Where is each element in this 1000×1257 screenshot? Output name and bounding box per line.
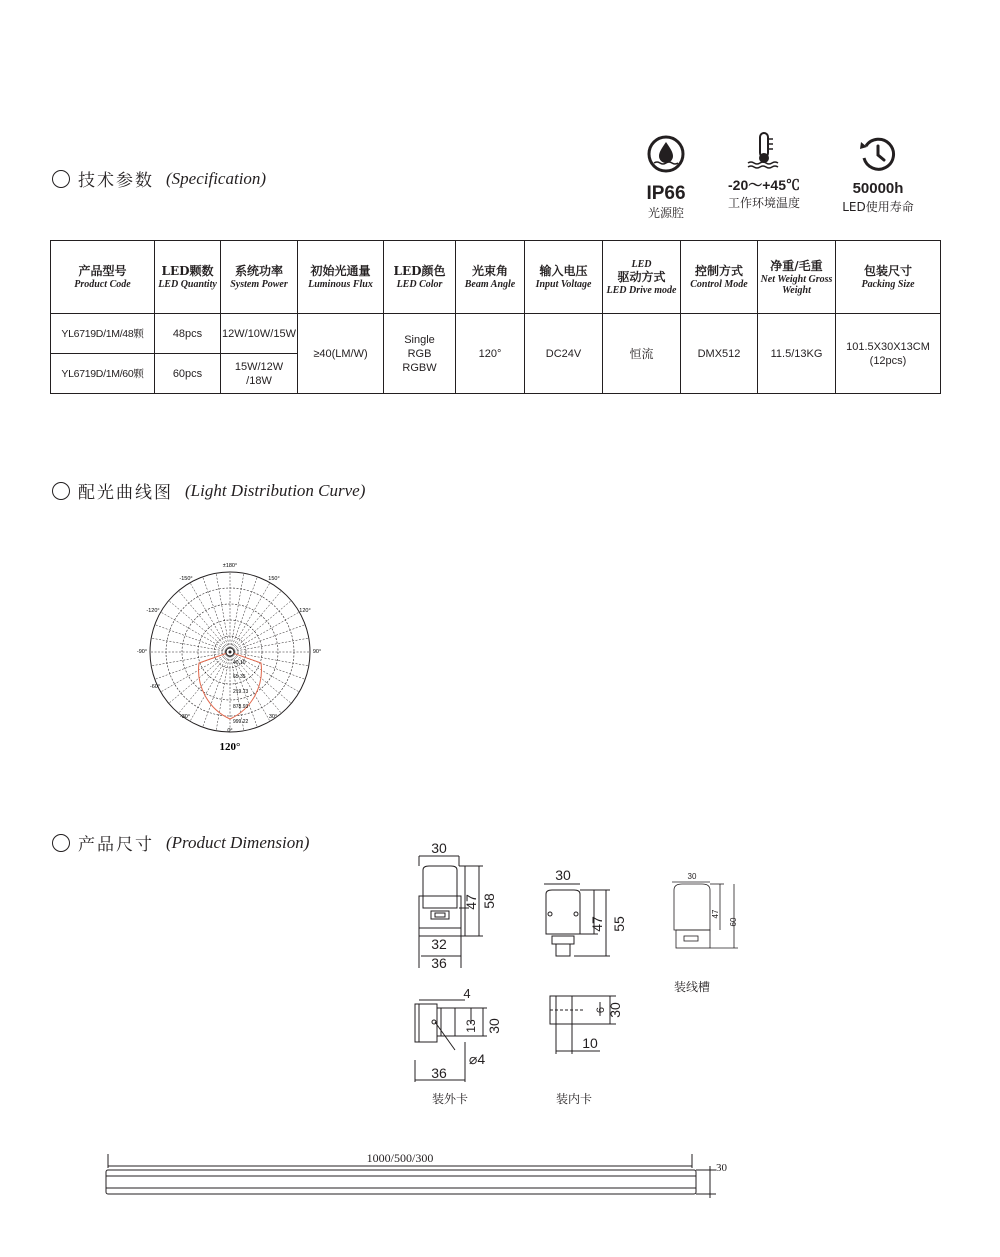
inner-clip-label: 装内卡: [556, 1092, 593, 1106]
water-drop-icon: [646, 134, 686, 174]
feature-big: 50000h: [852, 180, 904, 197]
feature-small: 工作环境温度: [727, 196, 800, 210]
header-en: Product Code: [74, 279, 131, 290]
dim-value: 47: [711, 909, 720, 919]
clock-icon: [858, 136, 898, 174]
ring-value: 878.93: [233, 704, 249, 710]
polar-spoke: [230, 638, 309, 652]
feature-big: -20～+45℃: [728, 177, 800, 193]
header-product-code: [51, 241, 155, 314]
front-view-drawing: [405, 836, 525, 972]
section-title-zh: 技术参数: [78, 171, 154, 191]
header-en: System Power: [230, 279, 288, 290]
angle-label: -90°: [136, 649, 148, 655]
header-input-voltage: [525, 241, 603, 314]
section-title-dimension: [52, 830, 309, 855]
header-packing-size: [836, 241, 941, 314]
cell-code: YL6719D/1M/48颗: [51, 314, 155, 354]
dim-value: 47: [589, 916, 605, 932]
feature-small: LED使用寿命: [842, 200, 914, 214]
polar-spoke: [230, 601, 291, 652]
header-weight: [758, 241, 836, 314]
bar-length-drawing: [100, 1150, 730, 1202]
cell-color: [384, 314, 456, 394]
packing-size: 101.5X30X13CM: [846, 340, 930, 353]
feature-ip66: [630, 134, 702, 221]
dim-value: 60: [729, 917, 738, 927]
angle-label: ±180°: [222, 563, 238, 569]
cell-qty: 48pcs: [155, 314, 221, 354]
circle-bullet-icon: [52, 170, 70, 188]
dim-value: 47: [463, 894, 479, 910]
header-zh: 光束角: [471, 264, 508, 278]
polar-spoke: [216, 652, 230, 731]
wire-slot-label: 装线槽: [674, 980, 711, 994]
feature-small: 光源腔: [647, 206, 684, 220]
table-row: [51, 314, 941, 354]
angle-label: 0°: [227, 728, 233, 734]
header-en: LED Drive mode: [606, 284, 677, 296]
cell-flux: ≥40(LM/W): [298, 314, 384, 394]
feature-lifetime: [832, 136, 924, 215]
cell-voltage: DC24V: [525, 314, 603, 394]
circle-bullet-icon: [52, 482, 70, 500]
cell-packing: [836, 314, 941, 394]
table-header-row: [51, 241, 941, 314]
polar-spoke: [230, 573, 244, 652]
outer-clip-drawing: [405, 984, 525, 1086]
angle-label: -30°: [179, 714, 191, 720]
dim-value: 13: [464, 1019, 478, 1033]
header-zh: 产品型号: [78, 264, 127, 278]
dim-value: 10: [582, 1035, 598, 1051]
header-led-quantity: [155, 241, 221, 314]
section-title-en: (Light Distribution Curve): [185, 480, 366, 500]
header-zh: 包装尺寸: [863, 264, 912, 278]
wire-slot-drawing: [664, 866, 748, 954]
color-option: RGBW: [402, 361, 437, 374]
ring-value: 219.73: [233, 689, 249, 695]
dim-value: 30: [555, 867, 571, 883]
dim-value: 36: [431, 1065, 447, 1081]
angle-label: -120°: [146, 608, 160, 614]
cell-drive: 恒流: [603, 314, 681, 394]
inner-clip-drawing: [540, 988, 630, 1058]
spec-table: [50, 240, 941, 394]
dim-value: 58: [481, 893, 497, 909]
header-en: LED Quantity: [158, 279, 217, 290]
polar-spoke: [151, 652, 230, 666]
angle-label: 120°: [299, 608, 311, 614]
cell-code: YL6719D/1M/60颗: [51, 354, 155, 394]
cell-qty: 60pcs: [155, 354, 221, 394]
dim-value: 6: [595, 1006, 607, 1014]
cell-power: 12W/10W/15W: [221, 314, 298, 354]
thermometer-icon: [744, 130, 784, 170]
feature-temperature: [718, 130, 810, 211]
header-en: Net Weight Gross Weight: [760, 273, 833, 296]
polar-diagram: [130, 556, 330, 756]
dim-value: 30: [687, 872, 697, 881]
header-zh-top: LED: [631, 258, 652, 270]
header-en: Beam Angle: [464, 279, 516, 290]
dim-value: 30: [431, 840, 447, 856]
polar-spoke: [169, 601, 230, 652]
outer-clip-label: 装外卡: [432, 1092, 469, 1106]
header-system-power: [221, 241, 298, 314]
polar-spoke: [151, 638, 230, 652]
color-option: RGB: [407, 347, 432, 360]
header-en: LED Color: [396, 279, 443, 290]
packing-count: (12pcs): [869, 354, 907, 367]
dim-value: ⌀4: [468, 1051, 486, 1067]
header-drive-mode: [603, 241, 681, 314]
ring-value: 40.10: [233, 660, 246, 666]
header-zh: 驱动方式: [617, 269, 666, 284]
feature-big: IP66: [646, 183, 686, 204]
section-title-curve: [52, 478, 365, 503]
dim-value: 30: [607, 1002, 623, 1018]
cell-weight: 11.5/13KG: [758, 314, 836, 394]
header-zh: LED颗数: [161, 264, 214, 278]
header-zh: 控制方式: [694, 264, 743, 278]
dim-value: 55: [611, 916, 627, 932]
dim-value: 4: [463, 986, 471, 1001]
dim-value: 30: [486, 1018, 502, 1034]
beam-angle-label: 120°: [219, 741, 241, 753]
header-zh: 净重/毛重: [770, 258, 823, 273]
angle-label: 90°: [312, 649, 322, 655]
header-zh: LED颜色: [393, 264, 446, 278]
polar-spoke: [230, 591, 281, 652]
color-option: Single: [404, 333, 435, 346]
cell-beam: 120°: [456, 314, 525, 394]
dim-value: 32: [431, 936, 447, 952]
angle-label: -150°: [179, 576, 193, 582]
header-control-mode: [681, 241, 758, 314]
angle-label: 30°: [268, 714, 278, 720]
section-title-spec: [52, 166, 266, 191]
header-en: Input Voltage: [535, 279, 592, 290]
header-en: Control Mode: [690, 279, 748, 290]
header-luminous-flux: [298, 241, 384, 314]
header-zh: 初始光通量: [310, 264, 371, 278]
header-en: Packing Size: [861, 279, 915, 290]
polar-spoke: [179, 591, 230, 652]
header-beam-angle: [456, 241, 525, 314]
section-title-en: (Product Dimension): [166, 832, 310, 852]
dim-value: 36: [431, 955, 447, 971]
cell-control: DMX512: [681, 314, 758, 394]
ring-value: 65.35: [233, 674, 246, 680]
bar-height-value: 30: [716, 1162, 727, 1174]
bar-length-value: 1000/500/300: [366, 1151, 434, 1165]
angle-label: 150°: [268, 576, 280, 582]
section-title-en: (Specification): [166, 168, 267, 188]
polar-spoke: [216, 573, 230, 652]
header-zh: 系统功率: [234, 264, 283, 278]
ring-value: 999.22: [233, 719, 249, 725]
angle-label: -60°: [149, 684, 161, 690]
side-view-drawing: [536, 864, 642, 964]
header-en: Luminous Flux: [308, 279, 373, 290]
section-title-zh: 产品尺寸: [78, 835, 154, 855]
polar-center-dot: [229, 651, 232, 654]
cell-power: 15W/12W /18W: [221, 354, 298, 394]
circle-bullet-icon: [52, 834, 70, 852]
header-led-color: [384, 241, 456, 314]
section-title-zh: 配光曲线图: [78, 483, 173, 503]
header-zh: 输入电压: [539, 264, 588, 278]
